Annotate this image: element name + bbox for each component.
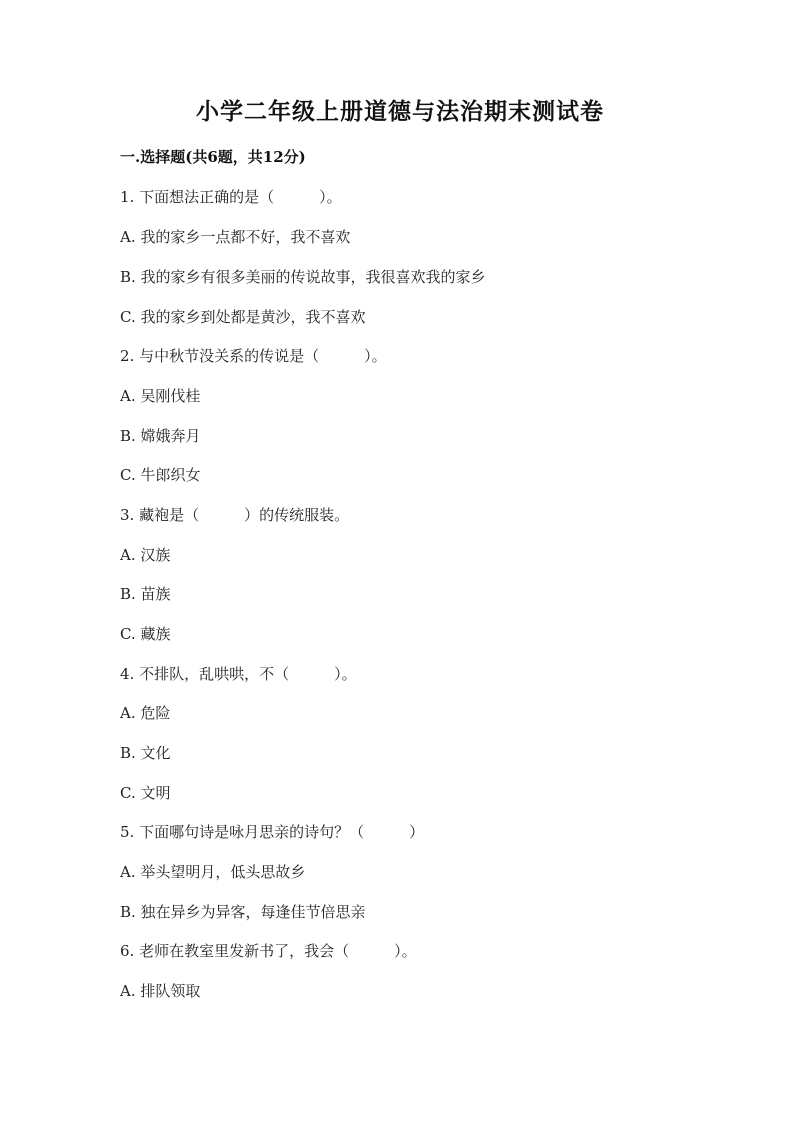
answer-option: C. 文明 — [120, 784, 171, 802]
section-heading: 一.选择题(共6题，共12分) — [120, 148, 306, 166]
answer-option: A. 排队领取 — [120, 982, 201, 1000]
question-stem: 6. 老师在教室里发新书了，我会（ ）。 — [120, 942, 417, 960]
answer-option: C. 藏族 — [120, 625, 171, 643]
answer-option: B. 苗族 — [120, 585, 171, 603]
question-stem: 5. 下面哪句诗是咏月思亲的诗句？（ ） — [120, 823, 425, 841]
answer-option: C. 牛郎织女 — [120, 466, 201, 484]
answer-option: B. 嫦娥奔月 — [120, 427, 201, 445]
answer-option: C. 我的家乡到处都是黄沙，我不喜欢 — [120, 308, 366, 326]
answer-option: A. 汉族 — [120, 546, 171, 564]
answer-option: A. 吴刚伐桂 — [120, 387, 201, 405]
answer-option: A. 危险 — [120, 704, 171, 722]
answer-option: B. 文化 — [120, 744, 171, 762]
answer-option: A. 我的家乡一点都不好，我不喜欢 — [120, 228, 351, 246]
question-stem: 1. 下面想法正确的是（ ）。 — [120, 188, 342, 206]
page-title: 小学二年级上册道德与法治期末测试卷 — [196, 98, 604, 125]
answer-option: B. 独在异乡为异客，每逢佳节倍思亲 — [120, 903, 366, 921]
question-stem: 4. 不排队，乱哄哄，不（ ）。 — [120, 665, 357, 683]
question-stem: 2. 与中秋节没关系的传说是（ ）。 — [120, 347, 387, 365]
answer-option: B. 我的家乡有很多美丽的传说故事，我很喜欢我的家乡 — [120, 268, 486, 286]
question-stem: 3. 藏袍是（ ）的传统服装。 — [120, 506, 350, 524]
answer-option: A. 举头望明月，低头思故乡 — [120, 863, 306, 881]
